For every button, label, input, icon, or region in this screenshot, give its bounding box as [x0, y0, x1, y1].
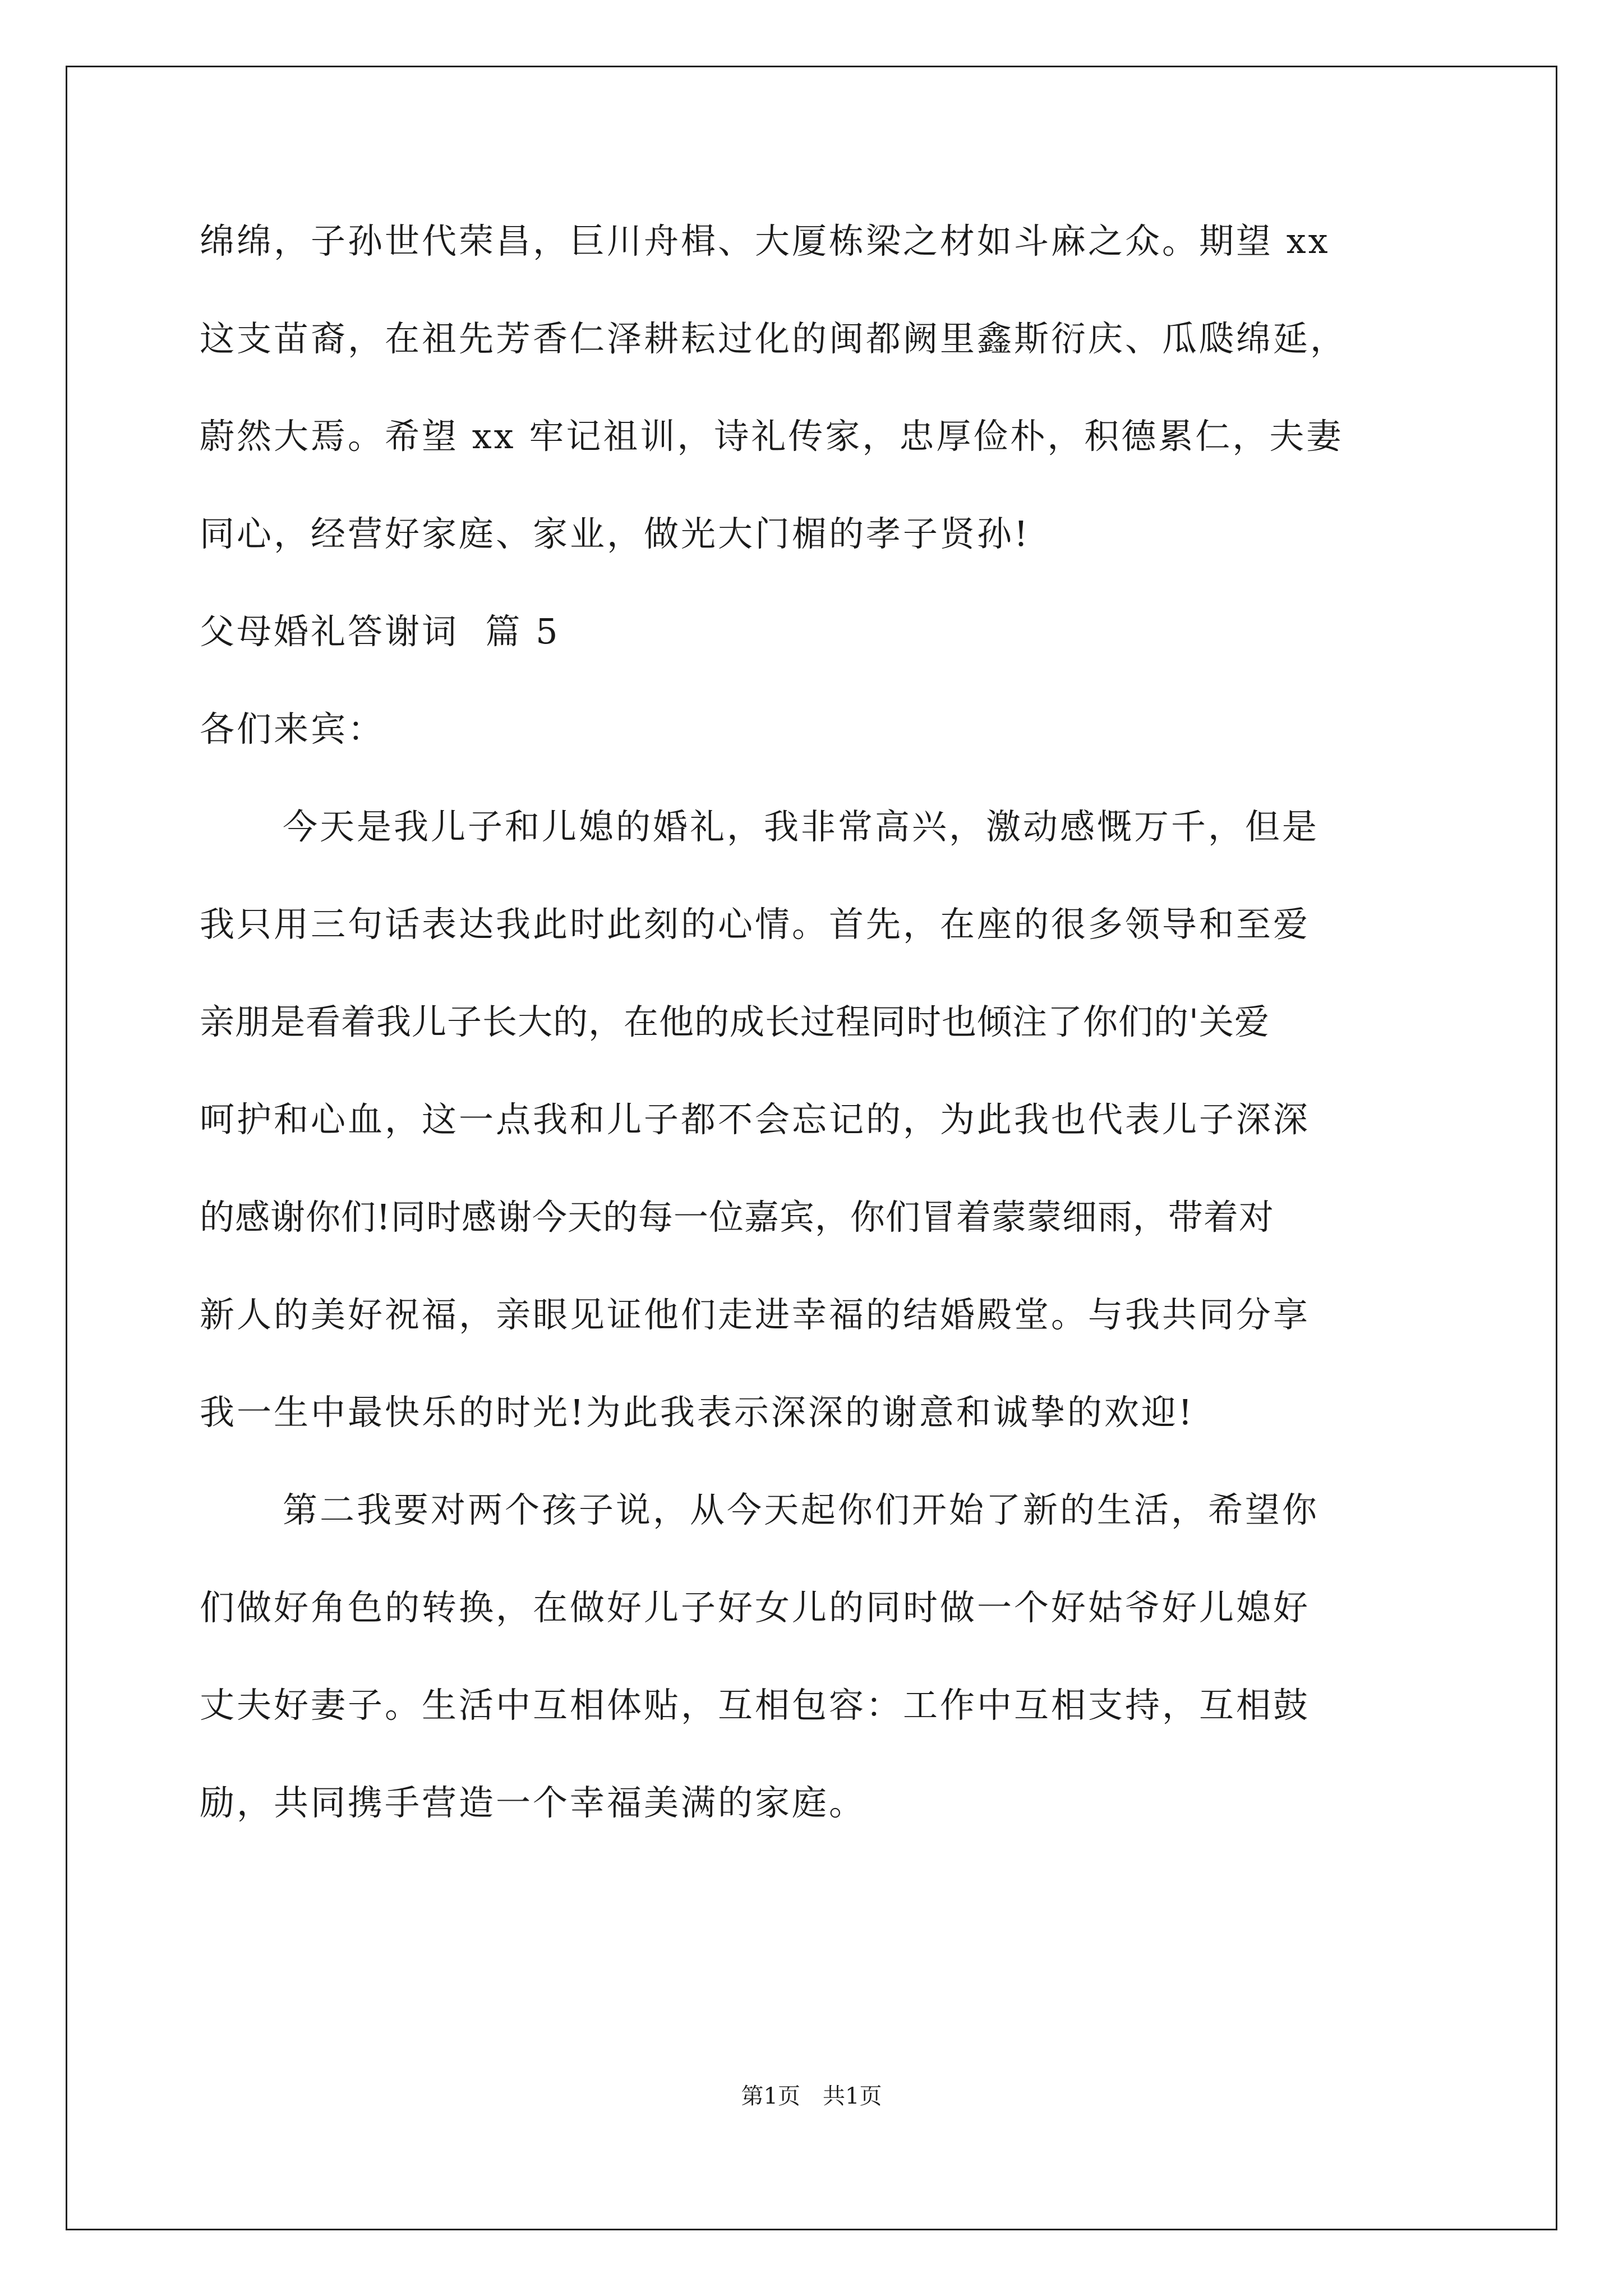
page-number-current: 第1页 — [741, 2083, 800, 2109]
text-line: 的感谢你们!同时感谢今天的每一位嘉宾，你们冒着蒙蒙细雨，带着对 — [200, 1197, 1274, 1237]
paragraph-first-line: 第二我要对两个孩子说，从今天起你们开始了新的生活，希望你 — [283, 1489, 1320, 1530]
text-line: 我只用三句话表达我此时此刻的心情。首先，在座的很多领导和至爱 — [200, 904, 1311, 945]
text-line: 同心，经营好家庭、家业，做光大门楣的孝子贤孙! — [200, 513, 1030, 554]
text-line: 们做好角色的转换，在做好儿子好女儿的同时做一个好姑爷好儿媳好 — [200, 1587, 1311, 1628]
text-line: 励，共同携手营造一个幸福美满的家庭。 — [200, 1782, 866, 1823]
text-line: 丈夫好妻子。生活中互相体贴，互相包容：工作中互相支持，互相鼓 — [200, 1685, 1311, 1726]
paragraph-first-line: 今天是我儿子和儿媳的婚礼，我非常高兴，激动感慨万千，但是 — [283, 806, 1320, 847]
text-line: 蔚然大焉。希望 xx 牢记祖训，诗礼传家，忠厚俭朴，积德累仁，夫妻 — [200, 416, 1344, 457]
section-heading: 父母婚礼答谢词 篇 5 — [200, 611, 560, 652]
page-number-total: 共1页 — [823, 2083, 882, 2109]
page-footer — [0, 2082, 1623, 2110]
salutation: 各们来宾： — [200, 708, 385, 749]
document-body — [200, 219, 1422, 1878]
text-line: 亲朋是看着我儿子长大的，在他的成长过程同时也倾注了你们的'关爱 — [200, 1001, 1270, 1042]
text-line: 新人的美好祝福，亲眼见证他们走进幸福的结婚殿堂。与我共同分享 — [200, 1294, 1311, 1335]
text-line: 绵绵，子孙世代荣昌，巨川舟楫、大厦栋梁之材如斗麻之众。期望 xx — [200, 220, 1330, 261]
text-line: 呵护和心血，这一点我和儿子都不会忘记的，为此我也代表儿子深深 — [200, 1099, 1311, 1140]
text-line: 这支苗裔，在祖先芳香仁泽耕耘过化的闽都阙里鑫斯衍庆、瓜瓞绵延， — [200, 318, 1348, 359]
text-line: 我一生中最快乐的时光!为此我表示深深的谢意和诚挚的欢迎! — [200, 1392, 1195, 1433]
